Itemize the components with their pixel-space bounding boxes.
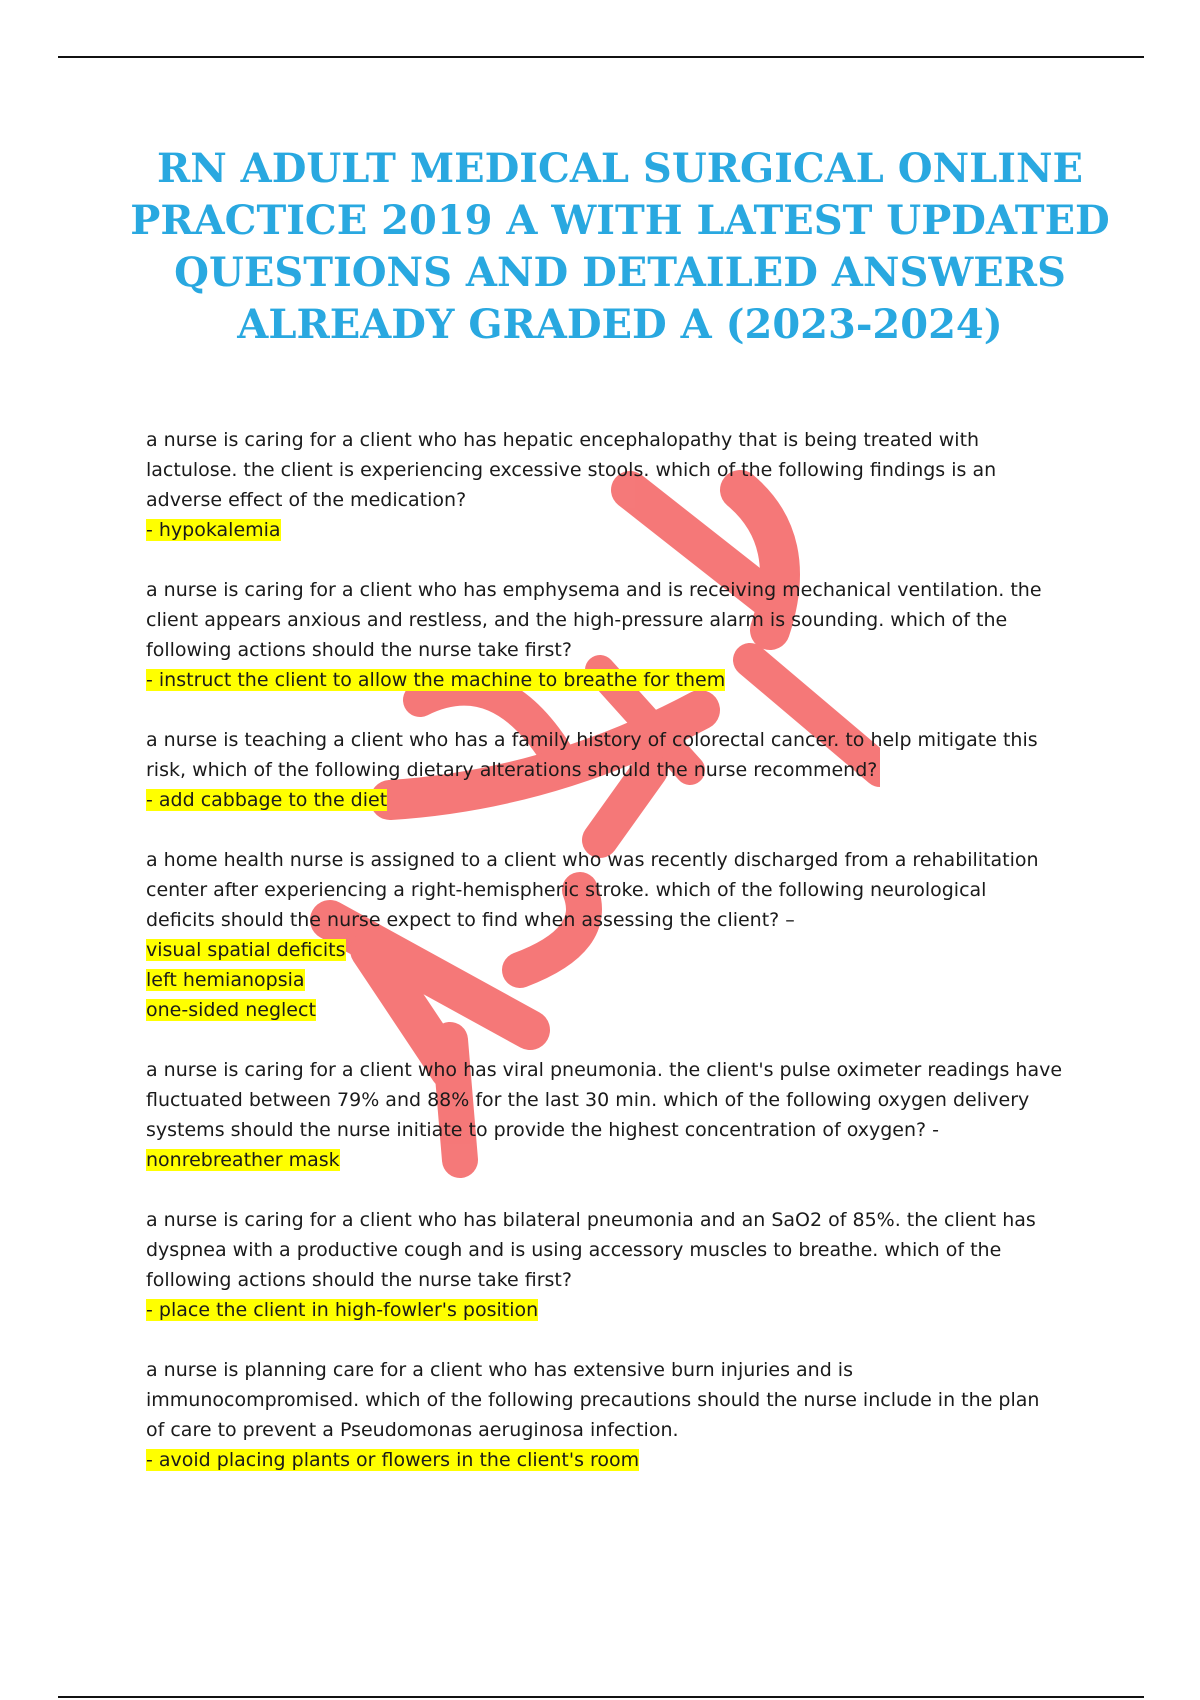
document-title <box>120 143 1120 351</box>
question-item <box>146 425 1086 545</box>
highlighted-answer: left hemianopsia <box>146 969 305 991</box>
answer-line <box>146 1445 1086 1475</box>
highlighted-answer: - add cabbage to the diet <box>146 789 388 811</box>
question-text: a nurse is planning care for a client who has extensive burn injuries and is immunocompromised. which of the following precautions should the nurse include in the plan of care to prevent a Pseudomonas aeruginosa infection. <box>146 1359 1040 1441</box>
answer-line <box>146 785 1086 815</box>
question-text: a home health nurse is assigned to a client who was recently discharged from a rehabilitation center after experiencing a right-hemispheric stroke. which of the following neurological deficits should the nurse expect to find when assessing the client? – <box>146 849 1039 931</box>
highlighted-answer: - instruct the client to allow the machine to breathe for them <box>146 669 726 691</box>
answer-line <box>146 995 1086 1025</box>
answer-line <box>146 1295 1086 1325</box>
question-text: a nurse is caring for a client who has hepatic encephalopathy that is being treated with lactulose. the client is experiencing excessive stools. which of the following findings is an adverse effect of the medication? <box>146 429 997 511</box>
title-line: ALREADY GRADED A (2023-2024) <box>237 301 1003 348</box>
highlighted-answer: nonrebreather mask <box>146 1149 340 1171</box>
question-list <box>146 425 1086 1505</box>
answer-line <box>146 935 1086 965</box>
question-text: a nurse is caring for a client who has viral pneumonia. the client's pulse oximeter readings have fluctuated between 79% and 88% for the last 30 min. which of the following oxygen delivery systems should the nurse initiate to provide the highest concentration of oxygen? - <box>146 1059 1063 1141</box>
highlighted-answer: visual spatial deficits <box>146 939 346 961</box>
title-line: PRACTICE 2019 A WITH LATEST UPDATED <box>130 197 1110 244</box>
highlighted-answer: - place the client in high-fowler's position <box>146 1299 539 1321</box>
answer-line <box>146 515 1086 545</box>
answer-line <box>146 1145 1086 1175</box>
answer-line <box>146 965 1086 995</box>
question-text: a nurse is caring for a client who has bilateral pneumonia and an SaO2 of 85%. the client has dyspnea with a productive cough and is using accessory muscles to breathe. which of the following actions should the nurse take first? <box>146 1209 1036 1291</box>
question-text: a nurse is teaching a client who has a family history of colorectal cancer. to help mitigate this risk, which of the following dietary alterations should the nurse recommend? <box>146 729 1038 781</box>
question-item <box>146 1205 1086 1325</box>
title-line: RN ADULT MEDICAL SURGICAL ONLINE <box>156 145 1084 192</box>
answer-line <box>146 665 1086 695</box>
question-item <box>146 1355 1086 1475</box>
highlighted-answer: - avoid placing plants or flowers in the client's room <box>146 1449 640 1471</box>
bottom-rule <box>58 1696 1144 1698</box>
highlighted-answer: - hypokalemia <box>146 519 281 541</box>
title-line: QUESTIONS AND DETAILED ANSWERS <box>174 249 1066 296</box>
highlighted-answer: one-sided neglect <box>146 999 316 1021</box>
top-rule <box>58 56 1144 58</box>
question-item <box>146 1055 1086 1175</box>
question-item <box>146 845 1086 1025</box>
question-item <box>146 725 1086 815</box>
question-item <box>146 575 1086 695</box>
question-text: a nurse is caring for a client who has emphysema and is receiving mechanical ventilation. the client appears anxious and restless, and the high-pressure alarm is sounding. which of the following actions should the nurse take first? <box>146 579 1042 661</box>
